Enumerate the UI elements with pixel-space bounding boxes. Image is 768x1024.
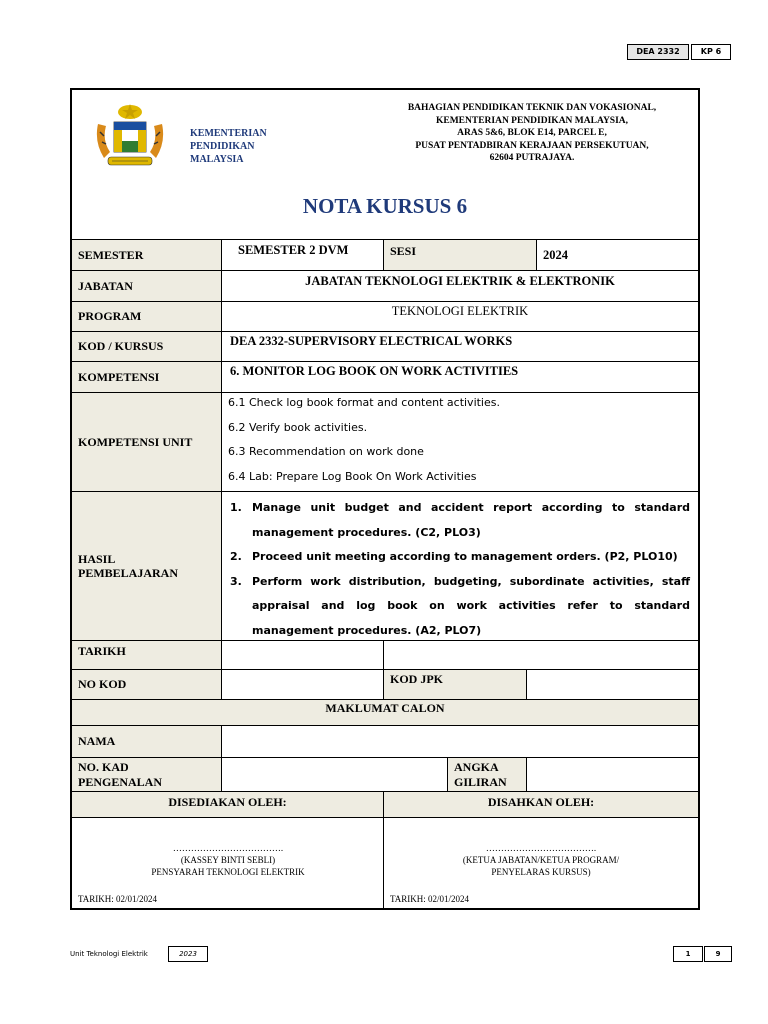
- course-code-tag: DEA 2332: [627, 44, 689, 60]
- kod-kursus-label: KOD / KURSUS: [72, 332, 222, 362]
- no-kad-pengenalan-field[interactable]: [222, 758, 448, 792]
- sesi-value: 2024: [537, 240, 698, 271]
- tarikh-field[interactable]: [222, 641, 384, 670]
- prepared-date: TARIKH: 02/01/2024: [78, 894, 158, 904]
- kod-kursus-value: DEA 2332-SUPERVISORY ELECTRICAL WORKS: [222, 332, 698, 362]
- no-kod-label: NO KOD: [72, 670, 222, 700]
- sesi-label: SESI: [384, 240, 537, 271]
- ministry-name: KEMENTERIAN PENDIDIKAN MALAYSIA: [190, 128, 267, 165]
- approved-signature-box: [384, 818, 698, 908]
- kod-jpk-label: KOD JPK: [384, 670, 527, 700]
- kompetensi-value: 6. MONITOR LOG BOOK ON WORK ACTIVITIES: [222, 362, 698, 393]
- nama-label: NAMA: [72, 726, 222, 758]
- program-label: PROGRAM: [72, 302, 222, 332]
- list-item: 6.4 Lab: Prepare Log Book On Work Activities: [228, 469, 477, 483]
- angka-giliran-field[interactable]: [527, 758, 698, 792]
- list-item: 6.2 Verify book activities.: [228, 420, 368, 434]
- kod-jpk-field[interactable]: [527, 670, 698, 700]
- semester-value: SEMESTER 2 DVM: [222, 240, 384, 271]
- page-total: 9: [704, 946, 732, 962]
- page-title: NOTA KURSUS 6: [302, 194, 468, 218]
- maklumat-calon-header: MAKLUMAT CALON: [72, 700, 698, 726]
- ministry-address: BAHAGIAN PENDIDIKAN TEKNIK DAN VOKASIONAL, KEMENTERIAN PENDIDIKAN MALAYSIA, ARAS 5&6, BLOK E14, PARCEL E, PUSAT PENTADBIRAN KERAJAAN PERSEKUTUAN, 62604 PUTRAJAYA.: [407, 103, 657, 163]
- kp-tag: KP 6: [691, 44, 731, 60]
- prepared-role: PENSYARAH TEKNOLOGI ELEKTRIK: [151, 867, 305, 877]
- jabatan-label: JABATAN: [72, 271, 222, 302]
- list-item: 2. Proceed unit meeting according to management orders. (P2, PLO10): [230, 550, 678, 563]
- prepared-name: (KASSEY BINTI SEBLI): [180, 855, 276, 865]
- list-item: 6.3 Recommendation on work done: [228, 445, 424, 458]
- malaysia-crest-icon: [90, 102, 170, 172]
- footer-year: 2023: [168, 946, 208, 962]
- no-kad-pengenalan-label: NO. KAD PENGENALAN: [72, 758, 222, 792]
- tarikh-extra-field[interactable]: [384, 641, 698, 670]
- course-note-form: [70, 88, 700, 910]
- kompetensi-label: KOMPETENSI: [72, 362, 222, 393]
- kompetensi-unit-list: [222, 393, 698, 492]
- no-kod-field[interactable]: [222, 670, 384, 700]
- hasil-pembelajaran-list: [222, 492, 698, 641]
- page-number: 1: [673, 946, 703, 962]
- document-header: [72, 90, 698, 240]
- footer-unit: Unit Teknologi Elektrik: [70, 950, 148, 958]
- tarikh-label: TARIKH: [72, 641, 222, 670]
- disediakan-oleh-label: DISEDIAKAN OLEH:: [72, 792, 384, 818]
- approved-name: (KETUA JABATAN/KETUA PROGRAM/: [462, 855, 620, 865]
- nama-field[interactable]: [222, 726, 698, 758]
- list-item: 3. Perform work distribution, budgeting, subordinate activities, staff appraisal and log book on work activities refer to standard management procedures. (A2, PLO7): [230, 574, 690, 637]
- approved-date: TARIKH: 02/01/2024: [390, 894, 470, 904]
- list-item: 6.1 Check log book format and content activities.: [228, 396, 500, 409]
- hasil-pembelajaran-label: HASIL PEMBELAJARAN: [72, 492, 222, 641]
- semester-label: SEMESTER: [72, 240, 222, 271]
- signature-line: ……………………………….: [485, 843, 597, 853]
- angka-giliran-label: ANGKA GILIRAN: [448, 758, 527, 792]
- list-item: 1. Manage unit budget and accident report according to standard management procedures. (C2, PLO3): [230, 501, 690, 539]
- kompetensi-unit-label: KOMPETENSI UNIT: [72, 393, 222, 492]
- program-value: TEKNOLOGI ELEKTRIK: [222, 302, 698, 332]
- approved-role: PENYELARAS KURSUS): [491, 867, 591, 877]
- signature-line: ……………………………….: [172, 843, 284, 853]
- jabatan-value: JABATAN TEKNOLOGI ELEKTRIK & ELEKTRONIK: [222, 271, 698, 302]
- disahkan-oleh-label: DISAHKAN OLEH:: [384, 792, 698, 818]
- prepared-signature-box: [72, 818, 384, 908]
